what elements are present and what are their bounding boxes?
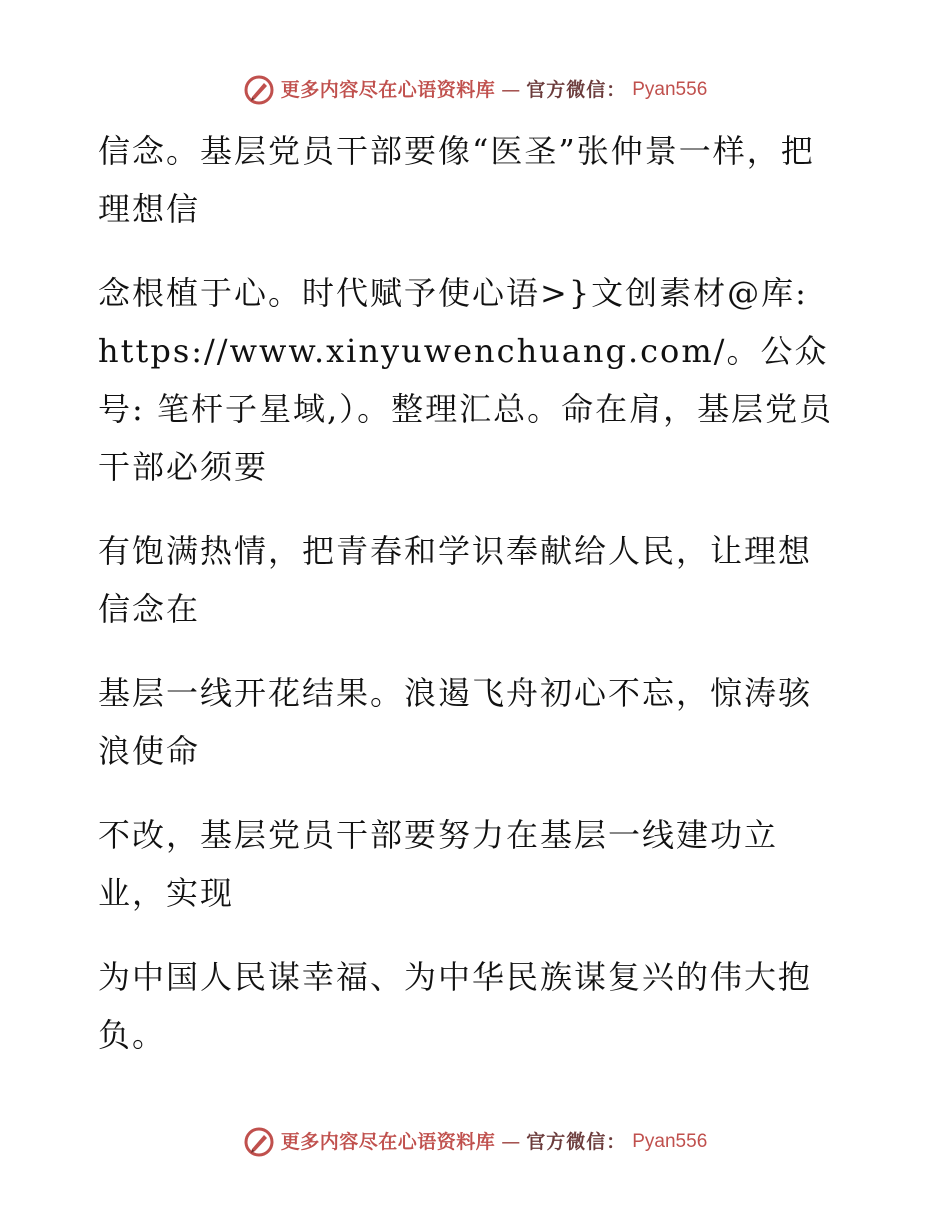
header-wechat-id: Pyan556 bbox=[632, 79, 708, 100]
footer-promo-text: 更多内容尽在心语资料库 bbox=[280, 1131, 496, 1153]
paragraph-4: 基层一线开花结果。浪遏飞舟初心不忘，惊涛骇浪使命 bbox=[98, 674, 813, 770]
paragraph-6: 为中国人民谋幸福、为中华民族谋复兴的伟大抱负。 bbox=[98, 958, 813, 1054]
pen-circle-logo-icon bbox=[243, 1126, 275, 1158]
paragraph-2: 念根植于心。时代赋予使心语>}文创素材@库: https://www.xinyuwenchuang.com/。公众号: 笔杆子星域,）。整理汇总。命在肩，基层党员干部必须要 bbox=[98, 274, 834, 486]
footer-wechat-id: Pyan556 bbox=[632, 1131, 708, 1152]
footer-wechat-label: 官方微信： bbox=[526, 1131, 627, 1153]
paragraph-3: 有饱满热情，把青春和学识奉献给人民，让理想信念在 bbox=[98, 532, 813, 628]
document-body bbox=[98, 122, 838, 1090]
header-wechat-label: 官方微信： bbox=[526, 79, 627, 101]
pen-circle-logo-icon bbox=[243, 74, 275, 106]
header-dash: — bbox=[501, 79, 521, 101]
paragraph-5: 不改，基层党员干部要努力在基层一线建功立业，实现 bbox=[98, 816, 779, 912]
header-banner bbox=[0, 74, 950, 106]
footer-dash: — bbox=[501, 1131, 521, 1153]
paragraph-1: 信念。基层党员干部要像“医圣”张仲景一样，把理想信 bbox=[98, 132, 815, 228]
footer-banner bbox=[0, 1126, 950, 1158]
header-promo-text: 更多内容尽在心语资料库 bbox=[280, 79, 496, 101]
